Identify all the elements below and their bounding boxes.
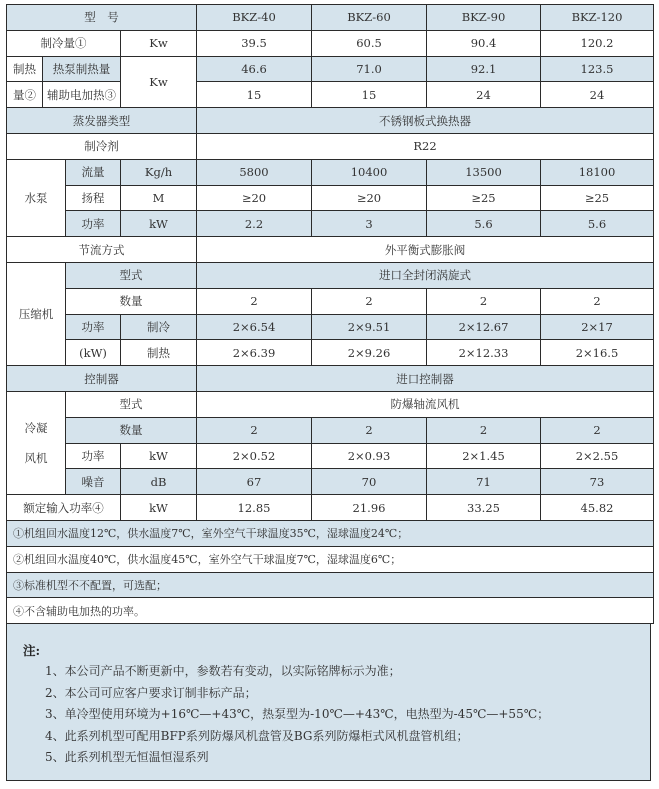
pump-flow-value: 10400	[312, 159, 427, 185]
compressor-cool-label: 制冷	[121, 314, 197, 340]
heat-pump-value: 92.1	[427, 56, 541, 82]
compressor-label: 压缩机	[7, 262, 66, 365]
fan-count-value: 2	[312, 417, 427, 443]
heat-pump-value: 46.6	[197, 56, 312, 82]
compressor-count-value: 2	[541, 288, 654, 314]
aux-heat-value: 15	[197, 82, 312, 108]
pump-flow-label: 流量	[66, 159, 121, 185]
heat-pump-value: 71.0	[312, 56, 427, 82]
fan-label	[7, 391, 66, 494]
fan-noise-value: 67	[197, 469, 312, 495]
note-item: 5、此系列机型无恒温恒湿系列	[45, 750, 209, 764]
compressor-heat-value: 2×9.26	[312, 340, 427, 366]
aux-heat-label: 辅助电加热③	[43, 82, 121, 108]
fan-label-2: 风机	[24, 451, 48, 466]
pump-flow-value: 18100	[541, 159, 654, 185]
row-fan-noise	[7, 469, 654, 495]
pump-head-label: 扬程	[66, 185, 121, 211]
fan-type-value: 防爆轴流风机	[197, 391, 654, 417]
row-pump-head	[7, 185, 654, 211]
fan-noise-value: 70	[312, 469, 427, 495]
pump-power-unit: kW	[121, 211, 197, 237]
row-compressor-type	[7, 262, 654, 288]
note-item: 3、单冷型使用环境为+16℃—+43℃，热泵型为-10℃—+43℃，电热型为-45℃—+55℃；	[45, 707, 550, 721]
rated-input-value: 12.85	[197, 495, 312, 521]
model-name: BKZ-90	[427, 5, 541, 31]
compressor-cool-value: 2×6.54	[197, 314, 312, 340]
heating-group-label-2: 量②	[7, 82, 43, 108]
compressor-power-label-2: (kW)	[66, 340, 121, 366]
note-item: 1、本公司产品不断更新中，参数若有变动，以实际铭牌标示为准；	[45, 664, 401, 678]
row-heat-pump	[7, 56, 654, 82]
compressor-heat-label: 制热	[121, 340, 197, 366]
fan-noise-value: 71	[427, 469, 541, 495]
fan-noise-unit: dB	[121, 469, 197, 495]
compressor-heat-value: 2×12.33	[427, 340, 541, 366]
fan-count-value: 2	[427, 417, 541, 443]
compressor-cool-value: 2×9.51	[312, 314, 427, 340]
pump-head-value: ≥20	[312, 185, 427, 211]
footnote: ③标准机型不不配置，可选配；	[7, 572, 654, 598]
row-fan-count	[7, 417, 654, 443]
row-compressor-cool	[7, 314, 654, 340]
footnote: ②机组回水温度40℃，供水温度45℃，室外空气干球温度7℃，湿球温度6℃；	[7, 546, 654, 572]
compressor-count-value: 2	[197, 288, 312, 314]
row-model	[7, 5, 654, 31]
rated-input-value: 45.82	[541, 495, 654, 521]
aux-heat-value: 24	[541, 82, 654, 108]
row-fan-type	[7, 391, 654, 417]
compressor-type-value: 进口全封闭涡旋式	[197, 262, 654, 288]
fan-count-label: 数量	[66, 417, 197, 443]
heating-unit: Kw	[121, 56, 197, 108]
fan-label-1: 冷凝	[24, 421, 48, 436]
notes-box	[6, 624, 651, 781]
row-throttle	[7, 237, 654, 263]
compressor-type-label: 型式	[66, 262, 197, 288]
pump-head-value: ≥25	[427, 185, 541, 211]
footnote: ①机组回水温度12℃，供水温度7℃，室外空气干球温度35℃，湿球温度24℃；	[7, 520, 654, 546]
refrigerant-label: 制冷剂	[7, 133, 197, 159]
evaporator-value: 不锈钢板式换热器	[197, 108, 654, 134]
heating-group-label-1: 制热	[7, 56, 43, 82]
compressor-cool-value: 2×12.67	[427, 314, 541, 340]
pump-head-value: ≥20	[197, 185, 312, 211]
fan-count-value: 2	[541, 417, 654, 443]
fan-type-label: 型式	[66, 391, 197, 417]
row-footnote-1	[7, 520, 654, 546]
aux-heat-value: 24	[427, 82, 541, 108]
row-footnote-4	[7, 598, 654, 624]
row-compressor-heat	[7, 340, 654, 366]
throttle-label: 节流方式	[7, 237, 197, 263]
pump-power-label: 功率	[66, 211, 121, 237]
water-pump-label: 水泵	[7, 159, 66, 236]
compressor-count-value: 2	[427, 288, 541, 314]
compressor-power-label-1: 功率	[66, 314, 121, 340]
fan-power-label: 功率	[66, 443, 121, 469]
row-refrigerant	[7, 133, 654, 159]
cooling-value: 90.4	[427, 30, 541, 56]
pump-power-value: 3	[312, 211, 427, 237]
row-compressor-count	[7, 288, 654, 314]
notes-title: 注:	[23, 643, 41, 658]
row-fan-power	[7, 443, 654, 469]
controller-value: 进口控制器	[197, 366, 654, 392]
aux-heat-value: 15	[312, 82, 427, 108]
row-aux-heat	[7, 82, 654, 108]
row-cooling	[7, 30, 654, 56]
throttle-value: 外平衡式膨胀阀	[197, 237, 654, 263]
cooling-unit: Kw	[121, 30, 197, 56]
controller-label: 控制器	[7, 366, 197, 392]
cooling-value: 120.2	[541, 30, 654, 56]
cooling-value: 39.5	[197, 30, 312, 56]
compressor-count-label: 数量	[66, 288, 197, 314]
rated-input-unit: kW	[121, 495, 197, 521]
model-name: BKZ-120	[541, 5, 654, 31]
spec-table	[6, 4, 654, 624]
row-rated-input	[7, 495, 654, 521]
row-pump-power	[7, 211, 654, 237]
compressor-heat-value: 2×16.5	[541, 340, 654, 366]
cooling-value: 60.5	[312, 30, 427, 56]
pump-flow-value: 13500	[427, 159, 541, 185]
row-evaporator	[7, 108, 654, 134]
fan-power-value: 2×0.52	[197, 443, 312, 469]
pump-flow-unit: Kg/h	[121, 159, 197, 185]
fan-power-unit: kW	[121, 443, 197, 469]
notes-list	[45, 661, 549, 769]
pump-head-value: ≥25	[541, 185, 654, 211]
model-name: BKZ-60	[312, 5, 427, 31]
compressor-heat-value: 2×6.39	[197, 340, 312, 366]
pump-power-value: 5.6	[427, 211, 541, 237]
row-footnote-3	[7, 572, 654, 598]
fan-count-value: 2	[197, 417, 312, 443]
note-item: 2、本公司可应客户要求订制非标产品；	[45, 685, 257, 700]
refrigerant-value: R22	[197, 133, 654, 159]
heat-pump-value: 123.5	[541, 56, 654, 82]
model-name: BKZ-40	[197, 5, 312, 31]
note-item: 4、此系列机型可配用BFP系列防爆风机盘管及BG系列防爆柜式风机盘管机组；	[45, 728, 469, 743]
pump-power-value: 2.2	[197, 211, 312, 237]
row-controller	[7, 366, 654, 392]
pump-flow-value: 5800	[197, 159, 312, 185]
compressor-count-value: 2	[312, 288, 427, 314]
cooling-label: 制冷量①	[7, 30, 121, 56]
fan-noise-value: 73	[541, 469, 654, 495]
fan-power-value: 2×1.45	[427, 443, 541, 469]
fan-power-value: 2×0.93	[312, 443, 427, 469]
compressor-cool-value: 2×17	[541, 314, 654, 340]
pump-head-unit: M	[121, 185, 197, 211]
model-label: 型 号	[7, 5, 197, 31]
rated-input-value: 33.25	[427, 495, 541, 521]
pump-power-value: 5.6	[541, 211, 654, 237]
fan-noise-label: 噪音	[66, 469, 121, 495]
evaporator-label: 蒸发器类型	[7, 108, 197, 134]
rated-input-label: 额定输入功率④	[7, 495, 121, 521]
row-footnote-2	[7, 546, 654, 572]
rated-input-value: 21.96	[312, 495, 427, 521]
footnote: ④不含辅助电加热的功率。	[7, 598, 654, 624]
fan-power-value: 2×2.55	[541, 443, 654, 469]
row-pump-flow	[7, 159, 654, 185]
heat-pump-label: 热泵制热量	[43, 56, 121, 82]
